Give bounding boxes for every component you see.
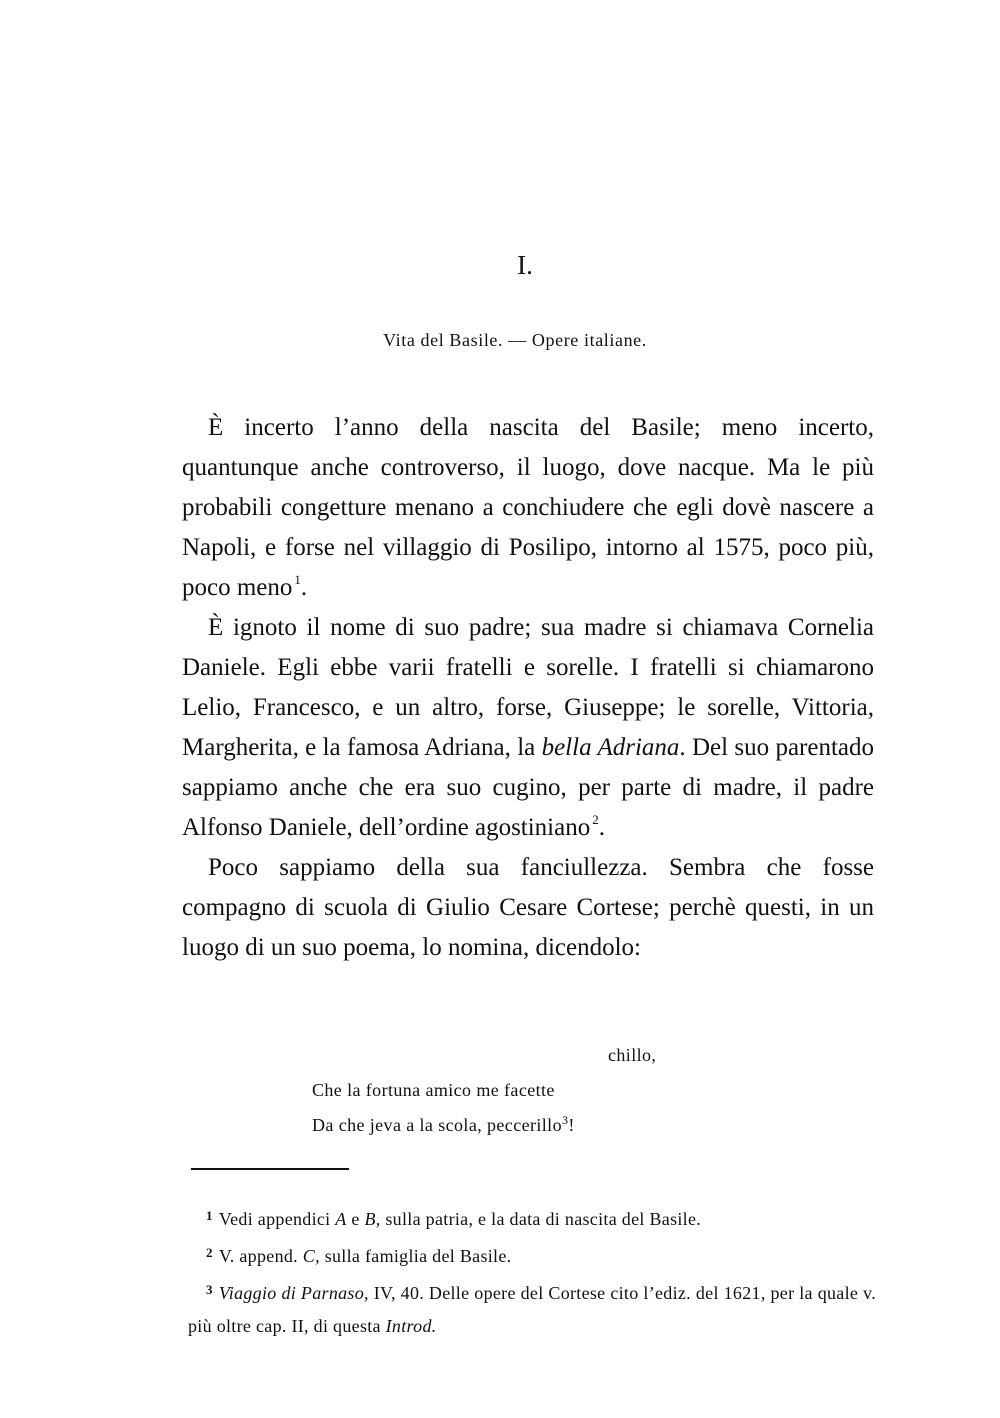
footnotes	[188, 1199, 876, 1343]
verse-quote	[312, 1038, 656, 1143]
footnote-divider	[191, 1168, 349, 1170]
footnote-2: $^2$ V. append. C, sulla famiglia del Basile.	[206, 1245, 512, 1266]
verse-line-1: chillo,	[608, 1045, 657, 1065]
chapter-title: Vita del Basile. — Opere italiane.	[383, 330, 647, 350]
verse-line-3: Da che jeva a la scola, peccerillo$^3$!	[312, 1113, 575, 1135]
footnote-ref-1: 1	[294, 572, 301, 587]
footnote-3: $^3$ Viaggio di Parnaso, IV, 40. Delle opere del Cortese cito l’ediz. del 1621, per la quale v. più oltre cap. II, di questa Introd.	[188, 1282, 876, 1336]
footnote-1: $^1$ Vedi appendici A e B, sulla patria, e la data di nascita del Basile.	[206, 1208, 702, 1229]
paragraph-2: È ignoto il nome di suo padre; sua madre si chiamava Cornelia Daniele. Egli ebbe varii fratelli e sorelle. I fratelli si chiamarono Lelio, Francesco, e un altro, forse, Giuseppe; le sorelle, Vittoria, Margherita, e la famosa Adriana, la bella Adriana. Del suo parentado sappiamo anche che era suo cugino, per parte di madre, il padre Alfonso Daniele, dell’ordine agostiniano $^2$.	[182, 614, 875, 841]
footnote-ref-3: 3	[561, 1113, 569, 1127]
main-text	[182, 408, 874, 968]
chapter-number: I.	[517, 250, 533, 280]
footnote-ref-2: 2	[592, 812, 599, 827]
paragraph-3: Poco sappiamo della sua fanciullezza. Sembra che fosse compagno di scuola di Giulio Cesare Cortese; perchè questi, in un luogo di un suo poema, lo nomina, dicendolo:	[182, 854, 874, 961]
verse-line-2: Che la fortuna amico me facette	[312, 1080, 555, 1100]
paragraph-1: È incerto l’anno della nascita del Basile; meno incerto, quantunque anche controverso, il luogo, dove nacque. Ma le più probabili congetture menano a conchiudere che egli dovè nascere a Napoli, e forse nel villaggio di Posilipo, intorno al 1575, poco più, poco meno $^1$.	[182, 414, 874, 601]
